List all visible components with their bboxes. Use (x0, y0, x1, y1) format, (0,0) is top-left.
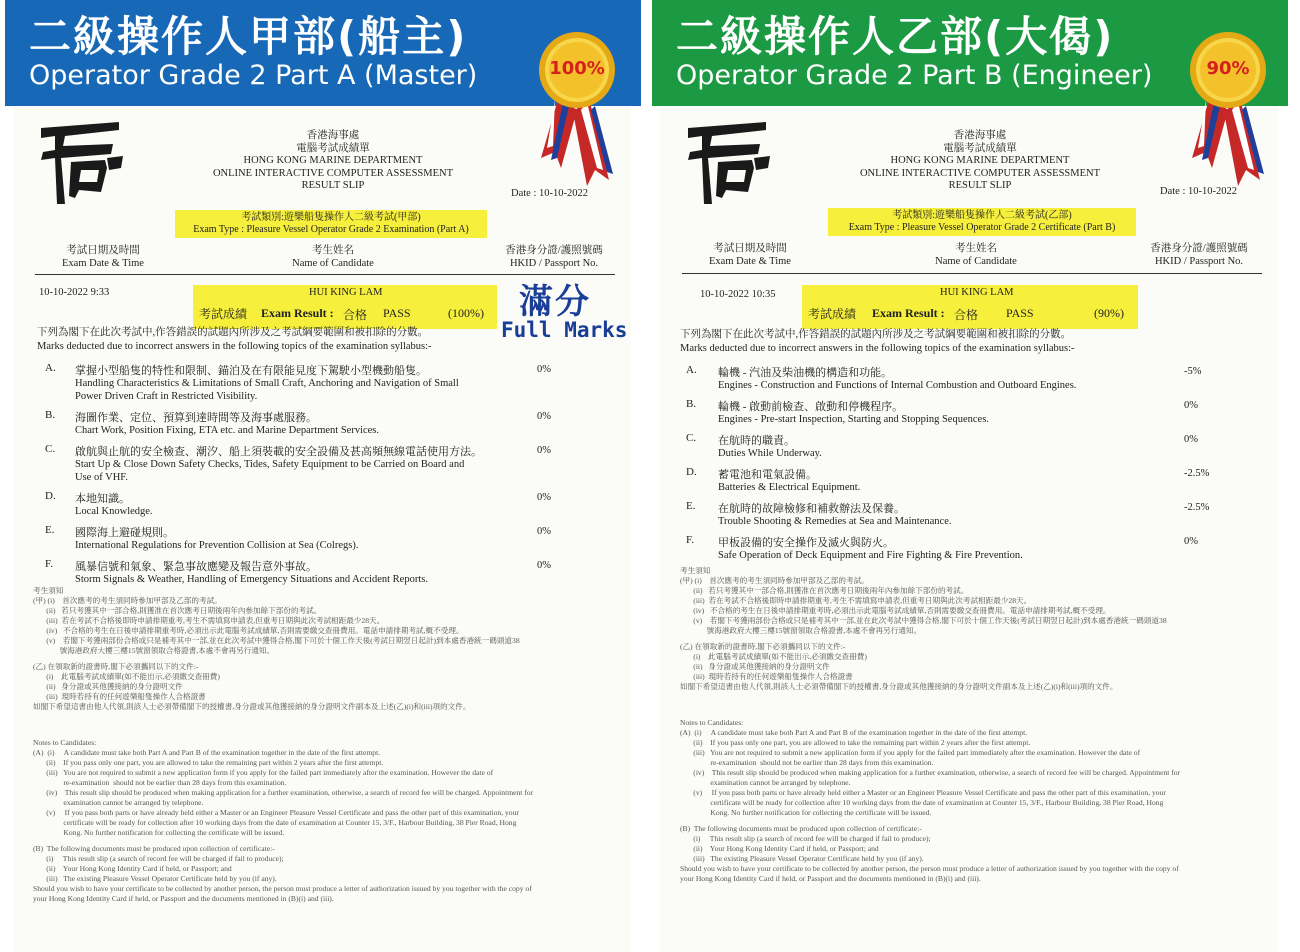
note-line: examination cannot be arranged by telephone. (680, 778, 851, 787)
topic-letter: D. (45, 490, 56, 502)
note-line: (i) This result slip (a search of record fee will be charged if fail to produce); (680, 834, 931, 843)
topic-title-en: Start Up & Close Down Safety Checks, Tides, Safety Equipment to be Carried on Board and (75, 459, 465, 470)
note-line: Notes to Candidates: (33, 738, 97, 747)
marine-department-logo-icon (35, 118, 125, 206)
topic-title-zh: 在航時的故障檢修和補救辦法及保養。 (718, 503, 905, 515)
column-candidate-name (253, 244, 413, 270)
topic-deduction: 0% (537, 445, 551, 456)
column-label-en: Exam Date & Time (62, 258, 144, 269)
topic-deduction: 0% (537, 526, 551, 537)
topic-deduction: 0% (1184, 400, 1198, 411)
column-label-zh: 香港身分證/護照號碼 (1150, 243, 1248, 254)
note-line: (v) 若閣下考獲兩部份合格或只是補考其中一部,並在此次考試中獲得合格,閣下可於十個工作天後(考試日期翌日起計)到本處香港統一碼頭道38 (680, 616, 1167, 625)
note-line: re-examination should not be earlier than 28 days from this examination. (680, 758, 934, 767)
result-label-zh: 考試成績 (199, 307, 248, 321)
notes-zh (33, 586, 520, 712)
note-line: (v) If you pass both parts or have already held either a Master or an Engineer Pleasure Vessel Certificate and pass the other part of this examination, your (680, 788, 1166, 797)
topic-letter: A. (45, 362, 56, 374)
topic-letter: C. (45, 443, 56, 455)
note-line: (ii) If you pass only one part, you are allowed to take the remaining part within 2 years after the first attempt. (680, 738, 1031, 747)
note-line: (v) 若閣下考獲兩部份合格或只是補考其中一部,並在此次考試中獲得合格,閣下可於十個工作天後(考試日期翌日起計)到本處香港統一碼頭道38 (33, 636, 520, 645)
note-line: (甲) (i) 首次應考的考生須同時參加甲部及乙部的考試。 (680, 576, 869, 585)
banner-title: 二級操作人甲部(船主) (29, 12, 468, 61)
note-line: (iv) This result slip should be produced when making application for a further examination, otherwise, a search of record fee will be charged. Appointment for (680, 768, 1181, 777)
topic-title-zh: 啟航與止航的安全檢查、潮汐、船上須裝載的安全設備及甚高頻無線電話使用方法。 (75, 446, 482, 458)
header-line: HONG KONG MARINE DEPARTMENT (243, 155, 423, 166)
column-label-en: Name of Candidate (292, 258, 374, 269)
full-marks-zh: 滿分 (519, 284, 591, 321)
topic-deduction: -2.5% (1184, 502, 1210, 513)
column-label-en: HKID / Passport No. (1154, 256, 1244, 267)
note-line: Should you wish to have your certificate to be collected by another person, the person must produce a letter of authorization issued by you together with the copy of (33, 884, 532, 893)
exam-result-box (802, 285, 1138, 329)
note-line: (ii) 身分證或其他獲接納的身分證明文件 (680, 662, 830, 671)
column-hkid (1124, 242, 1274, 268)
note-line: (ii) 若只考獲其中一部合格,則獲准在首次應考日期後兩年內參加餘下部份的考試。 (680, 586, 969, 595)
exam-type-en: Exam Type : Pleasure Vessel Operator Grade 2 Examination (Part A) (193, 224, 469, 235)
score-rosette (1184, 30, 1272, 190)
column-label-zh: 香港身分證/護照號碼 (505, 245, 603, 256)
notes-zh (680, 566, 1167, 692)
exam-type (828, 208, 1136, 236)
result-pass-en: PASS (383, 306, 411, 320)
topic-letter: A. (686, 364, 697, 376)
column-candidate-name (896, 242, 1056, 268)
result-slip-a (13, 106, 631, 952)
topic-title-zh: 掌握小型船隻的特性和限制、錨泊及在有限能見度下駕駛小型機動船隻。 (75, 365, 427, 377)
column-label-en: HKID / Passport No. (509, 258, 599, 269)
note-line: (乙) 在領取新的證書時,閣下必須攜同以下的文件:- (680, 642, 846, 651)
note-line: (ii) Your Hong Kong Identity Card if held, or Passport; and (680, 844, 879, 853)
note-line: 號海港政府大樓三樓15號窗領取合格證書,本處不會再另行通知。 (680, 626, 922, 635)
topic-title-zh: 輪機 - 啟動前檢查、啟動和停機程序。 (718, 401, 904, 413)
topic-title-en: Trouble Shooting & Remedies at Sea and Maintenance. (718, 516, 952, 527)
result-percent: (90%) (1094, 306, 1124, 320)
slip-header (163, 130, 503, 193)
topic-title-zh: 在航時的職責。 (718, 435, 795, 447)
topic-title-en: Handling Characteristics & Limitations of Small Craft, Anchoring and Navigation of Small (75, 378, 459, 389)
note-line: (ii) If you pass only one part, you are allowed to take the remaining part within 2 years after the first attempt. (33, 758, 384, 767)
header-line: RESULT SLIP (948, 180, 1012, 191)
result-pass-zh: 合格 (954, 308, 979, 322)
note-line: (ii) 身分證或其他獲接納的身分證明文件 (33, 682, 183, 691)
note-line: (i) This result slip (a search of record fee will be charged if fail to produce); (33, 854, 284, 863)
topic-letter: E. (686, 500, 696, 512)
exam-datetime: 10-10-2022 9:33 (39, 287, 110, 298)
note-line: (ii) 若只考獲其中一部合格,則獲准在首次應考日期後兩年內參加餘下部份的考試。 (33, 606, 322, 615)
topic-letter: F. (45, 558, 53, 570)
header-line: 香港海事處 (953, 130, 1007, 141)
ribbon-rosette-icon (533, 30, 621, 190)
topic-deduction: 0% (1184, 536, 1198, 547)
note-line: (B) The following documents must be produced upon collection of certificate:- (33, 844, 275, 853)
note-line: (乙) 在領取新的證書時,閣下必須攜同以下的文件:- (33, 662, 199, 671)
column-exam-date (680, 242, 820, 268)
candidate-name: HUI KING LAM (309, 287, 383, 298)
note-line: (i) 此電腦考試成績單(如不能出示,必須繳交查冊費) (680, 652, 867, 661)
column-label-zh: 考試日期及時間 (66, 245, 140, 256)
column-label-en: Name of Candidate (935, 256, 1017, 267)
topic-title-zh: 風暴信號和氣象、緊急事故應變及報告意外事故。 (75, 561, 317, 573)
topic-title-zh: 海圖作業、定位、預算到達時間等及海事處服務。 (75, 412, 317, 424)
topic-title-zh: 國際海上避碰規則。 (75, 527, 174, 539)
topic-title-en: Local Knowledge. (75, 506, 153, 517)
header-line: RESULT SLIP (301, 180, 365, 191)
slip-header (810, 130, 1150, 193)
topic-deduction: 0% (537, 560, 551, 571)
result-label-en: Exam Result : (872, 306, 945, 320)
topic-title-en: International Regulations for Prevention Collision at Sea (Colregs). (75, 540, 359, 551)
intro-zh: 下列為閣下在此次考試中,作答錯誤的試題內所涉及之考試綱要範圍和被扣除的分數。 (680, 329, 1072, 340)
candidate-name: HUI KING LAM (940, 287, 1014, 298)
column-label-zh: 考生姓名 (955, 243, 997, 254)
topic-title-zh: 蓄電池和電氣設備。 (718, 469, 817, 481)
topic-deduction: 0% (537, 492, 551, 503)
topic-title-en: Storm Signals & Weather, Handling of Emergency Situations and Accident Reports. (75, 574, 428, 585)
topic-letter: B. (686, 398, 697, 410)
note-line: 號海港政府大樓三樓15號窗領取合格證書,本處不會再另行通知。 (33, 646, 275, 655)
note-line: (ii) Your Hong Kong Identity Card if held, or Passport; and (33, 864, 232, 873)
note-line: (iii) 現時若持有的任何遊樂船隻操作人合格證書 (33, 692, 206, 701)
column-exam-date (33, 244, 173, 270)
topic-title-en: Engines - Pre-start Inspection, Starting and Stopping Sequences. (718, 414, 989, 425)
topic-title-zh: 甲板設備的安全操作及滅火與防火。 (718, 537, 894, 549)
topic-deduction: 0% (1184, 434, 1198, 445)
note-line: (iv) 不合格的考生在日後申請排期重考時,必須出示此電腦考試成績單,否則需要繳交查冊費用。電話申請排期考試,概不受理。 (33, 626, 464, 635)
note-line: (iv) This result slip should be produced when making application for a further examination, otherwise, a search of record fee will be charged. Appointment for (33, 788, 534, 797)
topic-letter: B. (45, 409, 56, 421)
note-line: (A) (i) A candidate must take both Part A and Part B of the examination together in the date of the first attempt. (680, 728, 1028, 737)
result-label-zh: 考試成績 (808, 307, 857, 321)
note-line: (iv) 不合格的考生在日後申請排期重考時,必須出示此電腦考試成績單,否則需要繳交查冊費用。電話申請排期考試,概不受理。 (680, 606, 1111, 615)
divider (682, 273, 1262, 274)
header-line: HONG KONG MARINE DEPARTMENT (890, 155, 1070, 166)
topic-title-en: Engines - Construction and Functions of Internal Combustion and Outboard Engines. (718, 380, 1077, 391)
panel-part-a (5, 0, 645, 952)
result-percent: (100%) (448, 306, 484, 320)
note-line: (i) 此電腦考試成績單(如不能出示,必須繳交查冊費) (33, 672, 220, 681)
intro-en: Marks deducted due to incorrect answers in the following topics of the examination syllabus:- (37, 341, 432, 352)
note-line: Should you wish to have your certificate to be collected by another person, the person must produce a letter of authorization issued by you together with the copy of (680, 864, 1179, 873)
column-hkid (479, 244, 629, 270)
result-label-en: Exam Result : (261, 306, 334, 320)
result-pass-en: PASS (1006, 306, 1034, 320)
note-line: your Hong Kong Identity Card if held, or Passport and the documents mentioned in (B)(i) and (iii). (33, 894, 334, 903)
note-line: 如閣下希望這書由他人代領,則該人士必須帶備閣下的授權書,身分證或其他獲接納的身分證明文件副本及上述(乙)(i)和(iii)項的文件。 (680, 682, 1118, 691)
header-line: 香港海事處 (306, 130, 360, 141)
topic-title-en: Chart Work, Position Fixing, ETA etc. and Marine Department Services. (75, 425, 380, 436)
note-line: certificate will be ready for collection after 10 working days from the date of examination at Counter 15, 3/F., Harbour Building, 38 Pier Road, Hong (33, 818, 517, 827)
note-line: (iii) You are not required to submit a new application form if you apply for the failed part immediately after the examination. However the date of (33, 768, 494, 777)
topic-deduction: 0% (537, 364, 551, 375)
panel-part-b (652, 0, 1292, 952)
note-line: (v) If you pass both parts or have already held either a Master or an Engineer Pleasure Vessel Certificate and pass the other part of this examination, your (33, 808, 519, 817)
intro-zh: 下列為閣下在此次考試中,作答錯誤的試題內所涉及之考試綱要範圍和被扣除的分數。 (37, 327, 429, 338)
note-line: (iii) 若在考試不合格後即時申請排期重考,考生不需填寫申請表,但重考日期與此次考試相距最少28天。 (680, 596, 1032, 605)
notes-en (33, 738, 533, 904)
note-line: Notes to Candidates: (680, 718, 744, 727)
header-line: ONLINE INTERACTIVE COMPUTER ASSESSMENT (859, 167, 1101, 179)
marine-department-logo-icon (682, 118, 772, 206)
exam-type-zh: 考試類別:遊樂船隻操作人二級考試(甲部) (241, 212, 421, 223)
note-line: (iii) 若在考試不合格後即時申請排期重考,考生不需填寫申請表,但重考日期與此次考試相距最少28天。 (33, 616, 385, 625)
note-line: (iii) The existing Pleasure Vessel Operator Certificate held by you (if any). (680, 854, 924, 863)
note-line: (A) (i) A candidate must take both Part A and Part B of the examination together in the date of the first attempt. (33, 748, 381, 757)
note-line: certificate will be ready for collection after 10 working days from the date of examination at Counter 15, 3/F., Harbour Building, 38 Pier Road, Hong (680, 798, 1164, 807)
notes-en (680, 718, 1180, 884)
exam-type (175, 210, 487, 238)
topic-title-en: Duties While Underway. (718, 448, 822, 459)
note-line: (甲) (i) 首次應考的考生須同時參加甲部及乙部的考試。 (33, 596, 222, 605)
result-slip-b (660, 106, 1278, 952)
note-line: Kong. No further notification for collecting the certificate will be issued. (33, 828, 285, 837)
topic-deduction: -5% (1184, 366, 1202, 377)
note-line: 考生須知 (33, 586, 64, 595)
topic-letter: C. (686, 432, 697, 444)
topic-title-en: Power Driven Craft in Restricted Visibility. (75, 391, 258, 402)
topic-title-en: Batteries & Electrical Equipment. (718, 482, 861, 493)
slip-date: Date : 10-10-2022 (1160, 186, 1237, 197)
score-badge: 90% (1206, 58, 1250, 79)
exam-type-en: Exam Type : Pleasure Vessel Operator Grade 2 Certificate (Part B) (848, 222, 1116, 233)
full-marks-en: Full Marks (501, 318, 628, 342)
column-label-zh: 考生姓名 (312, 245, 354, 256)
topic-letter: F. (686, 534, 694, 546)
topic-deduction: 0% (537, 411, 551, 422)
topic-letter: E. (45, 524, 55, 536)
note-line: (iii) You are not required to submit a new application form if you apply for the failed part immediately after the examination. However the date of (680, 748, 1141, 757)
topic-title-zh: 本地知識。 (75, 493, 130, 505)
column-label-zh: 考試日期及時間 (713, 243, 787, 254)
column-label-en: Exam Date & Time (709, 256, 791, 267)
note-line: 考生須知 (680, 566, 711, 575)
topic-title-zh: 輪機 - 汽油及柴油機的構造和功能。 (718, 367, 893, 379)
note-line: (iii) The existing Pleasure Vessel Operator Certificate held by you (if any). (33, 874, 277, 883)
exam-datetime: 10-10-2022 10:35 (700, 289, 776, 300)
ribbon-rosette-icon (1184, 30, 1272, 190)
intro-en: Marks deducted due to incorrect answers in the following topics of the examination syllabus:- (680, 343, 1075, 354)
banner-subtitle: Operator Grade 2 Part B (Engineer) (676, 60, 1153, 91)
note-line: (iii) 現時若持有的任何遊樂船隻操作人合格證書 (680, 672, 853, 681)
score-badge: 100% (549, 58, 605, 79)
note-line: (B) The following documents must be produced upon collection of certificate:- (680, 824, 922, 833)
result-pass-zh: 合格 (343, 308, 368, 322)
note-line: your Hong Kong Identity Card if held, or Passport and the documents mentioned in (B)(i) and (iii). (680, 874, 981, 883)
header-line: 電腦考試成績單 (296, 142, 370, 154)
note-line: Kong. No further notification for collecting the certificate will be issued. (680, 808, 932, 817)
banner-subtitle: Operator Grade 2 Part A (Master) (29, 60, 478, 91)
topic-title-en: Safe Operation of Deck Equipment and Fire Fighting & Fire Prevention. (718, 550, 1023, 561)
exam-type-zh: 考試類別:遊樂船隻操作人二級考試(乙部) (892, 210, 1072, 221)
exam-result-box (193, 285, 497, 329)
header-line: 電腦考試成績單 (943, 142, 1017, 154)
topic-letter: D. (686, 466, 697, 478)
score-rosette (533, 30, 621, 190)
header-line: ONLINE INTERACTIVE COMPUTER ASSESSMENT (212, 167, 454, 179)
slip-date: Date : 10-10-2022 (511, 188, 588, 199)
note-line: re-examination should not be earlier than 28 days from this examination. (33, 778, 287, 787)
topic-title-en: Use of VHF. (75, 472, 128, 483)
topic-deduction: -2.5% (1184, 468, 1210, 479)
note-line: examination cannot be arranged by telephone. (33, 798, 204, 807)
note-line: 如閣下希望這書由他人代領,則該人士必須帶備閣下的授權書,身分證或其他獲接納的身分證明文件副本及上述(乙)(i)和(iii)項的文件。 (33, 702, 471, 711)
banner-title: 二級操作人乙部(大偈) (676, 12, 1115, 61)
